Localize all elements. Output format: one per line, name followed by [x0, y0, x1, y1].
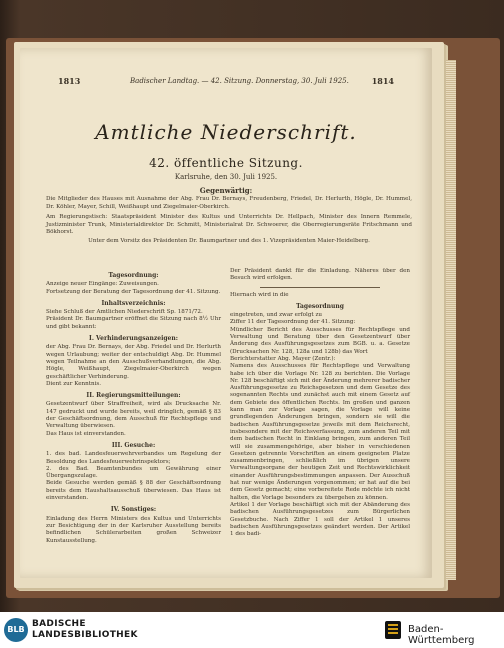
session-subtitle: 42. öffentliche Sitzung. — [149, 156, 303, 170]
paragraph: Ziffer 11 der Tagesordnung der 41. Sitzung: — [230, 319, 356, 326]
paragraph: eingetreten, und zwar erfolgt zu — [230, 312, 322, 319]
library-footer — [0, 612, 504, 648]
paragraph: 1. des bad. Landesfeuerwehrverbandes um Regelung der Besoldung des Landesfeuerwehrinspektors; — [46, 451, 221, 465]
paragraph: Einladung des Herrn Ministers des Kultus und Unterrichts zur Besichtigung der in der Karlsruher Ausstellung bereits befindlichen Schülerarbeiten großen Schweizer Kunstausstellung. — [46, 515, 221, 544]
page-number-left: 1813 — [58, 76, 81, 86]
ministers-paragraph: Am Regierungstisch: Staatspräsident Minister des Kultus und Unterrichts Dr. Hellpach, Minister des Innern Remmele, Justizminister Trunk, Ministerialdirektor Dr. Schmitt, Ministerialrat Dr. Schwoerer, die Oberregierungsräte Fritschmann und Bökhorst. — [46, 214, 412, 236]
paragraph: 2. des Bad. Beamtenbundes um Gewährung einer Übergangszulage. — [46, 465, 221, 480]
blb-name[interactable] — [32, 619, 138, 641]
section-heading: III. Gesuche: — [111, 441, 156, 449]
blb-logo[interactable]: BLB — [4, 618, 28, 642]
left-column — [46, 268, 221, 545]
place-date: Karlsruhe, den 30. Juli 1925. — [174, 173, 278, 181]
section-heading: Tagesordnung — [296, 302, 344, 310]
paragraph: der Abg. Frau Dr. Bernays, der Abg. Friedel und Dr. Herlurth wegen Urlaubung; weiter der entschuldigt Abg. Dr. Hummel wegen Teilnahme an den Ausschußverhandlungen, die Abg. Högle, Weißhaupt, Ziegelmaier-Oberkirch wegen geschäftlicher Verhinderung. — [46, 344, 221, 380]
paragraph: Fortsetzung der Beratung der Tagesordnung der 41. Sitzung. — [46, 288, 221, 295]
paragraph: Das Haus ist einverstanden. — [46, 430, 126, 437]
right-column — [230, 268, 410, 538]
coat-of-arms-icon — [382, 619, 404, 641]
section-heading: Inhaltsverzeichnis: — [101, 299, 166, 307]
section-heading: IV. Sonstiges: — [110, 506, 157, 514]
paragraph: Mündlicher Bericht des Ausschusses für Rechtspflege und Verwaltung und Beratung über den Gesetzentwurf über Änderung des Ausführungsgesetzes zum BGB. u. a. Gesetze (Drucksachen Nr. 128, 128a und 128b) das Wort — [230, 326, 410, 355]
paragraph: Anzeige neuer Eingänge: Zuweisungen. — [46, 281, 159, 288]
paragraph: Dient zur Kenntnis. — [46, 380, 102, 387]
section-heading: I. Verhinderungsanzeigen: — [89, 335, 178, 343]
paragraph: Siehe Schluß der Amtlichen Niederschrift Sp. 1871/72. — [46, 309, 203, 316]
document-page — [20, 48, 432, 578]
chair-paragraph: Unter dem Vorsitz des Präsidenten Dr. Baumgartner und des 1. Vizepräsidenten Maier-Heidelberg. — [88, 238, 370, 244]
page-number-right: 1814 — [371, 76, 394, 86]
page-edges — [446, 60, 456, 580]
bw-name[interactable]: Baden-Württemberg — [408, 624, 475, 646]
blb-line-2: LANDESBIBLIOTHEK — [32, 630, 138, 640]
header-center-text: Badischer Landtag. — 42. Sitzung. Donnerstag, 30. Juli 1925. — [130, 77, 349, 85]
paragraph: Hiernach wird in die — [230, 291, 289, 298]
paragraph: Artikel 1 der Vorlage beschäftigt sich mit der Abänderung des badischen Ausführungsgesetzes zum Bürgerlichen Gesetzbuche. Nach Ziffer 1 soll der Artikel 1 unseres badischen Ausführungsgesetzes geändert werden. Der Artikel 1 des badi- — [230, 501, 410, 538]
blb-line-1: BADISCHE — [32, 619, 86, 629]
divider-rule — [260, 287, 380, 288]
present-heading: Gegenwärtig: — [199, 186, 253, 195]
document-title: Amtliche Niederschrift. — [95, 120, 357, 144]
paragraph: Beide Gesuche werden gemäß § 88 der Geschäftsordnung bereits dem Haushaltsausschuß überwiesen. Das Haus ist einverstanden. — [46, 480, 221, 502]
paragraph: Präsident Dr. Baumgartner eröffnet die Sitzung nach 8½ Uhr und gibt bekannt: — [46, 316, 221, 330]
present-paragraph: Die Mitglieder des Hauses mit Ausnahme der Abg. Frau Dr. Bernays, Freudenberg, Friedel, Dr. Herlurth, Högle, Dr. Hummel, Dr. Köhler, Mayer, Schill, Weißhaupt und Ziegelmaier-Oberkirch. — [46, 196, 412, 210]
running-header — [58, 76, 394, 88]
paragraph: Berichterstatter Abg. Mayer (Zentr.): — [230, 355, 336, 362]
section-heading: II. Regierungsmitteilungen: — [86, 392, 181, 400]
section-heading: Tagesordnung: — [108, 272, 159, 279]
paragraph: Gesetzentwurf über Straffreiheit, wird als Drucksache Nr. 147 gedruckt und wurde bereits, weil dringlich, gemäß § 83 der Geschäftsordnung, dem Ausschuß für Rechtspflege und Verwaltung überwiesen. — [46, 401, 221, 430]
paragraph: Namens des Ausschusses für Rechtspflege und Verwaltung habe ich über die Vorlage Nr. 128 zu berichten. Die Vorlage Nr. 128 beschäftigt sich mit der Änderung mehrerer badischer Ausführungsgesetze zu Reichsgesetzen und dem Gesetze des sogenannten Rechts und zunächst auch mit einem Gesetz auf dem Gebiete des öffentlichen Rechts. Im großen und ganzen kann man zur Vorlage sagen, die Vorlage will keine grundlegenden Änderungen bringen, sondern sie will die badischen Ausführungsgesetze jeweils mit dem Reichsrecht, insbesondere mit der Reichsverfassung, zum anderen Teil mit dem badischen Recht in Einklang bringen, zum anderen Teil will sie zusammengehörige, aber bisher in verschiedenen Gesetzen getrennte Vorschriften an einem geeigneten Platze zusammenbringen, schließlich im übrigen unsere Verwaltungsorgane der heutigen Zeit und Rechtswirklichkeit einander Ausführungsbestimmungen anpassen. Der Ausschuß hat nur wenige Änderungen vorgenommen; er hat auf die bei dem Gesetz gemacht; eine vorbereitete Rede möchte ich nicht halten, die Vorlage besonders zu übergehen zu können. — [230, 363, 410, 501]
paragraph: Der Präsident dankt für die Einladung. Näheres über den Besuch wird erfolgen. — [230, 268, 410, 282]
